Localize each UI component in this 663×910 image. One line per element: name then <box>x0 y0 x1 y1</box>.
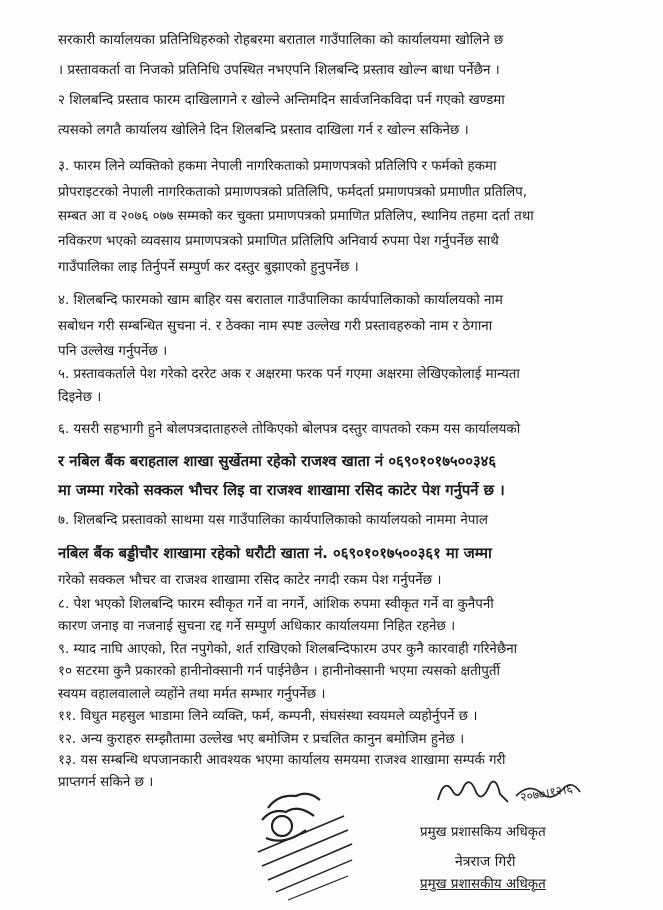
body-line: दिइनेछ । <box>58 390 102 405</box>
body-line: प्राप्तगर्न सकिने छ । <box>58 775 154 790</box>
body-line: ६. यसरी सहभागी हुने बोलपत्रदाताहरुले तोकिएको बोलपत्र दस्तुर वापतको रकम यस कार्यालयको <box>58 422 521 437</box>
body-line: ७. शिलबन्दि प्रस्तावको साथमा यस गाउँपालिका कार्यपालिकाको कार्यालयको नाममा नेपाल <box>58 513 488 528</box>
body-line: कारण जनाइ वा नजनाई सुचना रद्द गर्ने सम्पुर्ण अधिकार कार्यालयमा निहित रहनेछ । <box>58 619 456 634</box>
body-line: सबोधन गरी सम्बन्धित सुचना नं. र ठेक्का नाम स्पष्ट उल्लेख गरी प्रस्तावहरुको नाम र ठेगाना <box>58 319 493 334</box>
body-line: १२. अन्य कुराहरु सम्झौतामा उल्लेख भए बमोजिम र प्रचलित कानुन बमोजिम हुनेछ । <box>58 732 465 747</box>
body-line: १३. यस सम्बन्धि थपजानकारी आवश्यक भएमा कार्यालय समयमा राजश्व शाखामा सम्पर्क गरी <box>58 753 506 768</box>
signatory-name: नेत्रराज गिरी <box>455 854 516 870</box>
body-line: गाउँपालिका लाइ तिर्नुपर्ने सम्पुर्ण कर दस्तुर बुझाएको हुनुपर्नेछ । <box>58 260 359 275</box>
body-line: सरकारी कार्यालयका प्रतिनिधिहरुको रोहबरमा बराताल गाउँपालिका को कार्यालयमा खोलिने छ <box>58 33 504 48</box>
body-line: मा जम्मा गरेको सक्कल भौचर लिइ वा राजश्व शाखामा रसिद काटेर पेश गर्नुपर्ने छ । <box>58 482 505 499</box>
body-line: सम्बत आ व २०७६ ०७७ सम्मको कर चुक्ता प्रमाणपत्रको प्रमाणित प्रतिलिप, स्थानिय तहमा दर्ता तथा <box>58 209 534 224</box>
body-line: ४. शिलबन्दि फारमको खाम बाहिर यस बराताल गाउँपालिका कार्यपालिकाको कार्यालयको नाम <box>58 293 503 308</box>
signature-date: २०७७।१२।६ <box>519 781 574 805</box>
body-line: ११. विधुत महसुल भाडामा लिने व्यक्ति, फर्म, कम्पनी, संघसंस्था स्वयमले व्यहोर्नुपर्ने छ । <box>58 709 478 724</box>
body-line: त्यसको लगतै कार्यालय खोलिने दिन शिलबन्दि प्रस्ताव दाखिला गर्न र खोल्न सकिनेछ । <box>58 123 469 138</box>
bank-account-line: र नबिल बैंक बराहताल शाखा सुर्खेतमा रहेको राजश्व खाता नं ०६९०१०१७५००३४६ <box>58 453 497 470</box>
body-line: ९. म्याद नाघि आएको, रित नपुगेको, शर्त राखिएको शिलबन्दिफारम उपर कुनै कारवाही गरिनेछैना <box>58 642 518 657</box>
body-line: प्रोपराइटरको नेपाली नागरिकताको प्रमाणपत्रको प्रतिलिपि, फर्मदर्ता प्रमाणपत्रको प्रमाणीत प्रतिलिप, <box>58 185 528 200</box>
body-line: नविकरण भएको व्यवसाय प्रमाणपत्रको प्रमाणित प्रतिलिपि अनिवार्य रुपमा पेश गर्नुपर्नेछ साथै <box>58 234 499 249</box>
body-line: १० सटरमा कुनै प्रकारको हानीनोक्सानी गर्न पाईनेछैन । हानीनोक्सानी भएमा त्यसको क्षतीपुर्ती <box>58 664 500 679</box>
body-line: ३. फारम लिने व्यक्तिको हकमा नेपाली नागरिकताको प्रमाणपत्रको प्रतिलिपि र फर्मको हकमा <box>58 159 497 174</box>
bank-account-line: नबिल बैंक बड्डीचौर शाखामा रहेको धरौटी खाता नं. ०६९०१०१७५००३६१ मा जम्मा <box>58 545 492 562</box>
body-line: २ शिलबन्दि प्रस्ताव फारम दाखिलागने र खोल्ने अन्तिमदिन सार्वजनिकविदा पर्न गएको खण्डमा <box>58 93 505 108</box>
body-line: ८. पेश भएको शिलबन्दि फारम स्वीकृत गर्ने वा नगर्ने, आंशिक रुपमा स्वीकृत गर्ने वा कुनैपनी <box>58 597 494 612</box>
signatory-name-title: प्रमुख प्रशासकीय अधिकृत <box>420 877 546 892</box>
body-line: स्वयम वहालवालाले व्यहोंने तथा मर्मत सम्भार गर्नुपर्नेछ । <box>58 687 326 702</box>
body-line: गरेको सक्कल भौचर वा राजश्व शाखामा रसिद काटेर नगदी रकम पेश गर्नुपर्नेछ । <box>58 573 442 588</box>
office-seal <box>248 786 358 906</box>
body-line: ५. प्रस्तावकर्ताले पेश गरेको दररेट अक र अक्षरमा फरक पर्न गएमा अक्षरमा लेखिएकोलाई मान्यता <box>58 367 520 382</box>
body-line: । प्रस्तावकर्ता वा निजको प्रतिनिधि उपस्थित नभएपनि शिलबन्दि प्रस्ताव खोल्न बाधा पर्नेछैन । <box>58 63 500 78</box>
body-line: पनि उल्लेख गर्नुपर्नेछ । <box>58 344 168 359</box>
signatory-title: प्रमुख प्रशासकिय अधिकृत <box>420 825 546 840</box>
